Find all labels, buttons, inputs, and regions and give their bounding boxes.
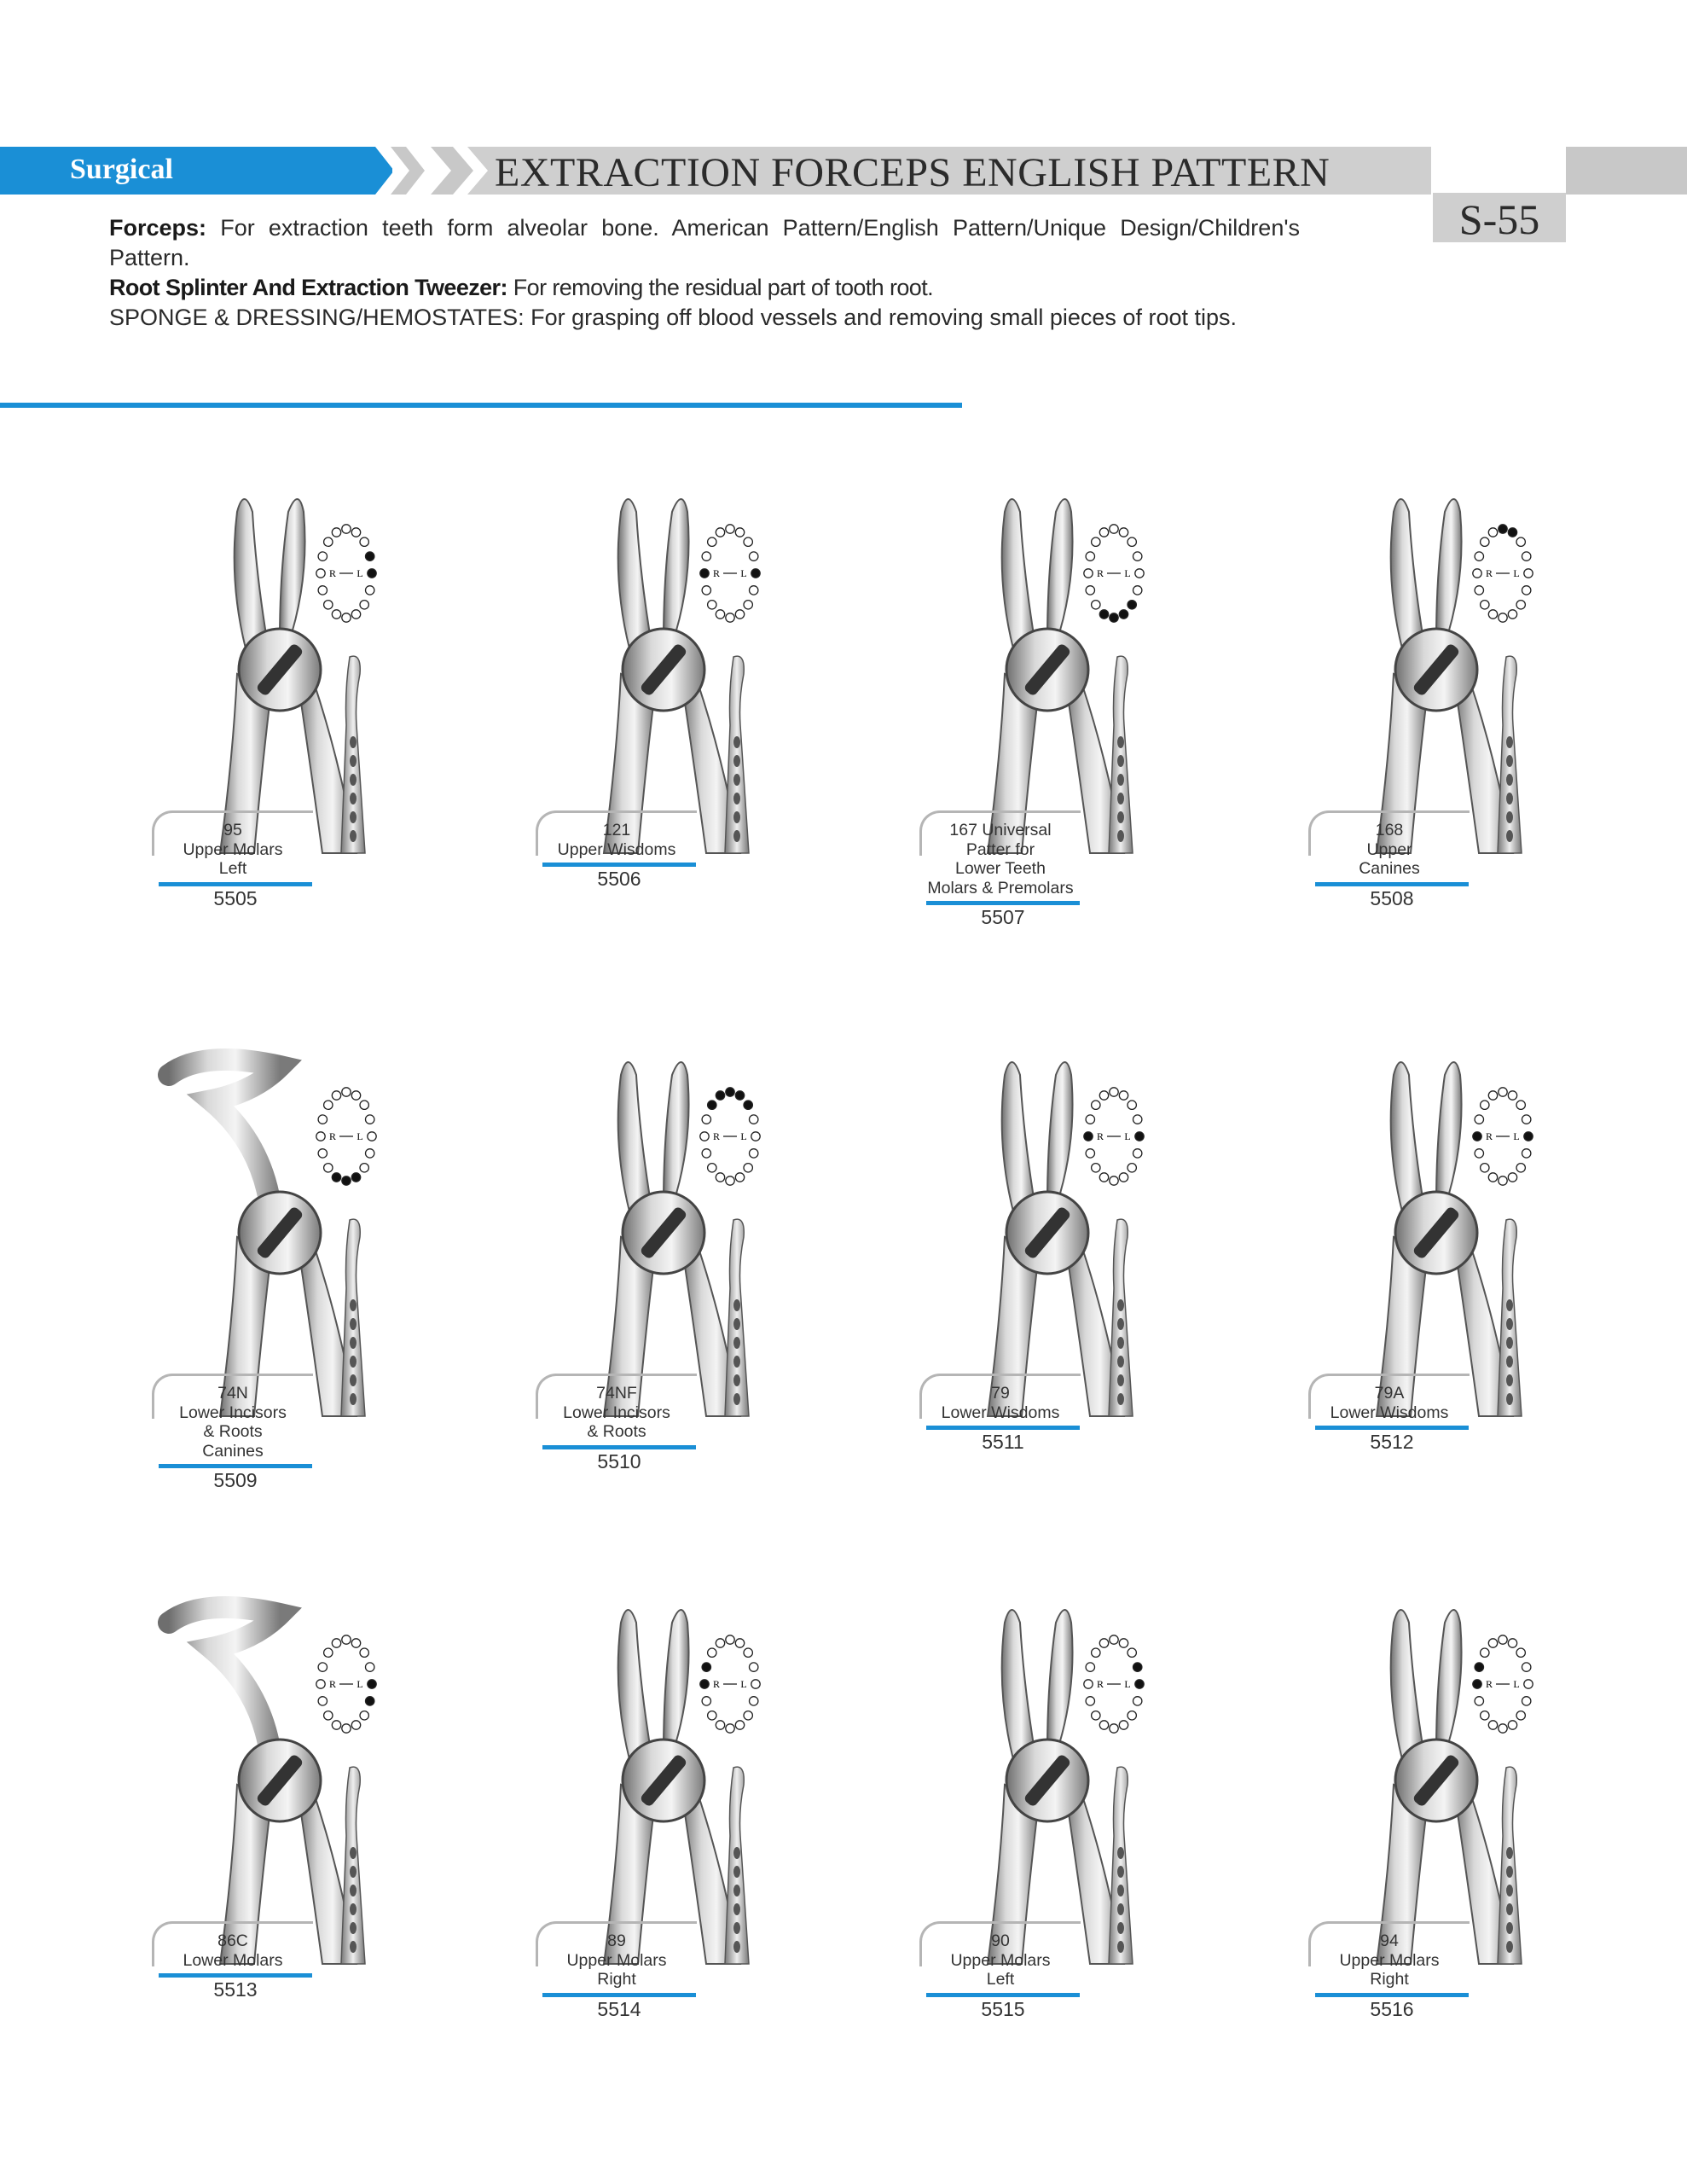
tooth-chart-right-label: R xyxy=(328,1130,337,1142)
description xyxy=(109,213,1300,333)
tooth-chart-icon xyxy=(699,1633,761,1735)
code-underline xyxy=(926,1426,1080,1430)
code-underline xyxy=(159,1973,312,1978)
product-name-line: Lower Incisors xyxy=(179,1403,287,1422)
tooth-chart-icon xyxy=(316,1633,377,1735)
product-card xyxy=(919,1589,1295,2135)
product-card xyxy=(919,478,1295,1024)
tooth-chart-left-label: L xyxy=(357,1678,363,1690)
tooth-chart-left-label: L xyxy=(740,1130,747,1142)
page-code-box xyxy=(1433,193,1566,242)
code-underline xyxy=(1315,1426,1469,1430)
description-forceps-text: For extraction teeth form alveolar bone. American Pattern/English Pattern/Unique Design/Children's Pattern. xyxy=(109,215,1300,270)
product-name-line: Patter for xyxy=(965,839,1035,859)
product-model: 90 xyxy=(991,1931,1010,1950)
forceps-side-view xyxy=(328,1759,379,1972)
product-model: 167 Universal xyxy=(949,821,1052,839)
tooth-chart-right-label: R xyxy=(1485,567,1493,579)
category-label: Surgical xyxy=(70,154,173,185)
product-name-line: Lower Wisdoms xyxy=(941,1403,1060,1422)
tooth-chart-left-label: L xyxy=(357,1130,363,1142)
product-name-line: Right xyxy=(597,1970,636,1989)
product-card xyxy=(536,1589,911,2135)
product-name xyxy=(1308,1384,1470,1422)
chevron-decoration xyxy=(431,147,473,195)
product-code: 5511 xyxy=(982,1431,1024,1453)
product-name xyxy=(152,821,314,879)
code-underline xyxy=(159,1464,312,1468)
product-card xyxy=(152,1041,527,1587)
product-name-line: Canines xyxy=(1359,859,1420,878)
tooth-chart-right-label: R xyxy=(712,1130,721,1142)
description-sponge: SPONGE & DRESSING/HEMOSTATES: For grasping off blood vessels and removing small pieces of root tips. xyxy=(109,305,1237,330)
tooth-chart-icon xyxy=(316,522,377,624)
tooth-chart-icon xyxy=(1083,1085,1145,1188)
product-name-line: Lower Teeth xyxy=(955,859,1046,878)
product-card xyxy=(152,478,527,1024)
forceps-side-view xyxy=(1095,1759,1146,1972)
forceps-side-view xyxy=(328,1211,379,1425)
product-name-line: Left xyxy=(986,1970,1015,1989)
product-code: 5512 xyxy=(1370,1431,1414,1453)
code-underline xyxy=(926,901,1080,905)
product-name-line: Upper Molars xyxy=(950,1950,1051,1970)
product-model: 94 xyxy=(1380,1931,1399,1950)
product-card xyxy=(1308,1589,1684,2135)
product-card xyxy=(1308,478,1684,1024)
product-code: 5506 xyxy=(597,868,641,890)
forceps-side-view xyxy=(1095,1211,1146,1425)
code-underline xyxy=(1315,1993,1469,1997)
tooth-chart-left-label: L xyxy=(1513,1678,1520,1690)
product-card xyxy=(536,478,911,1024)
page-code: S-55 xyxy=(1458,195,1540,243)
tooth-chart-left-label: L xyxy=(357,567,363,579)
product-model: 79A xyxy=(1374,1384,1405,1403)
product-model: 89 xyxy=(607,1931,626,1950)
tooth-chart-left-label: L xyxy=(1124,567,1131,579)
product-name xyxy=(536,821,698,859)
tooth-chart-icon xyxy=(316,1085,377,1188)
product-name xyxy=(152,1931,314,1970)
product-name-line: Upper Molars xyxy=(183,839,283,859)
tooth-chart-icon xyxy=(1083,1633,1145,1735)
code-underline xyxy=(542,1445,696,1449)
tooth-chart-left-label: L xyxy=(740,567,747,579)
product-code: 5514 xyxy=(597,1997,641,2020)
forceps-side-view xyxy=(711,1211,762,1425)
tooth-chart-icon xyxy=(1472,1085,1533,1188)
product-code: 5515 xyxy=(981,1997,1025,2020)
category-tab xyxy=(0,147,392,195)
product-name-line: Left xyxy=(218,859,247,878)
product-name xyxy=(1308,821,1470,879)
tooth-chart-left-label: L xyxy=(1513,1130,1520,1142)
product-name-line: Upper Molars xyxy=(1339,1950,1440,1970)
tooth-chart-right-label: R xyxy=(712,1678,721,1690)
tooth-chart-left-label: L xyxy=(1513,567,1520,579)
product-card xyxy=(536,1041,911,1587)
forceps-side-view xyxy=(1484,1759,1535,1972)
chevron-decoration xyxy=(391,147,425,195)
code-underline xyxy=(1315,882,1469,886)
product-name-line: Canines xyxy=(202,1441,264,1461)
product-name xyxy=(536,1931,698,1989)
product-model: 168 xyxy=(1375,821,1404,839)
product-name-line: Molars & Premolars xyxy=(927,878,1074,897)
description-forceps-label: Forceps: xyxy=(109,215,207,241)
tooth-chart-icon xyxy=(699,522,761,624)
product-code: 5509 xyxy=(213,1469,258,1491)
code-underline xyxy=(926,1993,1080,1997)
product-model: 95 xyxy=(223,821,242,839)
tooth-chart-left-label: L xyxy=(1124,1678,1131,1690)
product-model: 74N xyxy=(217,1384,248,1403)
product-name xyxy=(1308,1931,1470,1989)
forceps-side-view xyxy=(711,648,762,862)
product-model: 74NF xyxy=(596,1384,637,1403)
tooth-chart-right-label: R xyxy=(1096,1678,1104,1690)
product-name-line: Lower Molars xyxy=(183,1950,283,1970)
product-name xyxy=(152,1384,314,1461)
code-underline xyxy=(542,1993,696,1997)
tooth-chart-right-label: R xyxy=(328,1678,337,1690)
product-code: 5505 xyxy=(213,886,258,909)
description-root-splinter xyxy=(109,273,1300,303)
tooth-chart-icon xyxy=(699,1085,761,1188)
product-model: 86C xyxy=(217,1931,248,1950)
product-name xyxy=(919,1931,1081,1989)
forceps-side-view xyxy=(328,648,379,862)
code-underline xyxy=(542,863,696,867)
description-forceps xyxy=(109,213,1300,273)
product-name xyxy=(919,821,1081,897)
product-name xyxy=(536,1384,698,1442)
forceps-side-view xyxy=(1484,1211,1535,1425)
page-header xyxy=(0,147,1687,195)
product-name-line: & Roots xyxy=(587,1422,646,1441)
forceps-side-view xyxy=(711,1759,762,1972)
tooth-chart-right-label: R xyxy=(1096,567,1104,579)
product-code: 5513 xyxy=(213,1978,258,2001)
product-model: 121 xyxy=(602,821,631,839)
product-card xyxy=(152,1589,527,2135)
product-name-line: Right xyxy=(1370,1970,1409,1989)
product-name-line: Upper Molars xyxy=(566,1950,667,1970)
tooth-chart-left-label: L xyxy=(740,1678,747,1690)
product-name-line: & Roots xyxy=(203,1422,263,1441)
product-code: 5510 xyxy=(597,1449,641,1472)
product-card xyxy=(919,1041,1295,1587)
section-divider xyxy=(0,403,962,408)
tooth-chart-icon xyxy=(1083,522,1145,624)
description-root-splinter-label: Root Splinter And Extraction Tweezer: xyxy=(109,275,507,300)
header-right-bar xyxy=(1566,147,1687,195)
product-name-line: Upper xyxy=(1366,839,1412,859)
tooth-chart-icon xyxy=(1472,1633,1533,1735)
code-underline xyxy=(159,882,312,886)
product-name-line: Lower Wisdoms xyxy=(1330,1403,1449,1422)
product-code: 5508 xyxy=(1370,886,1414,909)
product-card xyxy=(1308,1041,1684,1587)
product-code: 5516 xyxy=(1370,1997,1414,2020)
product-name xyxy=(919,1384,1081,1422)
tooth-chart-right-label: R xyxy=(328,567,337,579)
tooth-chart-right-label: R xyxy=(1096,1130,1104,1142)
product-model: 79 xyxy=(991,1384,1010,1403)
product-name-line: Lower Incisors xyxy=(563,1403,670,1422)
tooth-chart-icon xyxy=(1472,522,1533,624)
description-root-splinter-text: For removing the residual part of tooth root. xyxy=(513,275,934,300)
forceps-side-view xyxy=(1095,648,1146,862)
page-title: EXTRACTION FORCEPS ENGLISH PATTERN xyxy=(495,150,1330,195)
tooth-chart-right-label: R xyxy=(712,567,721,579)
tooth-chart-left-label: L xyxy=(1124,1130,1131,1142)
tooth-chart-right-label: R xyxy=(1485,1130,1493,1142)
tooth-chart-right-label: R xyxy=(1485,1678,1493,1690)
forceps-side-view xyxy=(1484,648,1535,862)
product-code: 5507 xyxy=(981,906,1025,928)
product-name-line: Upper Wisdoms xyxy=(557,839,676,859)
